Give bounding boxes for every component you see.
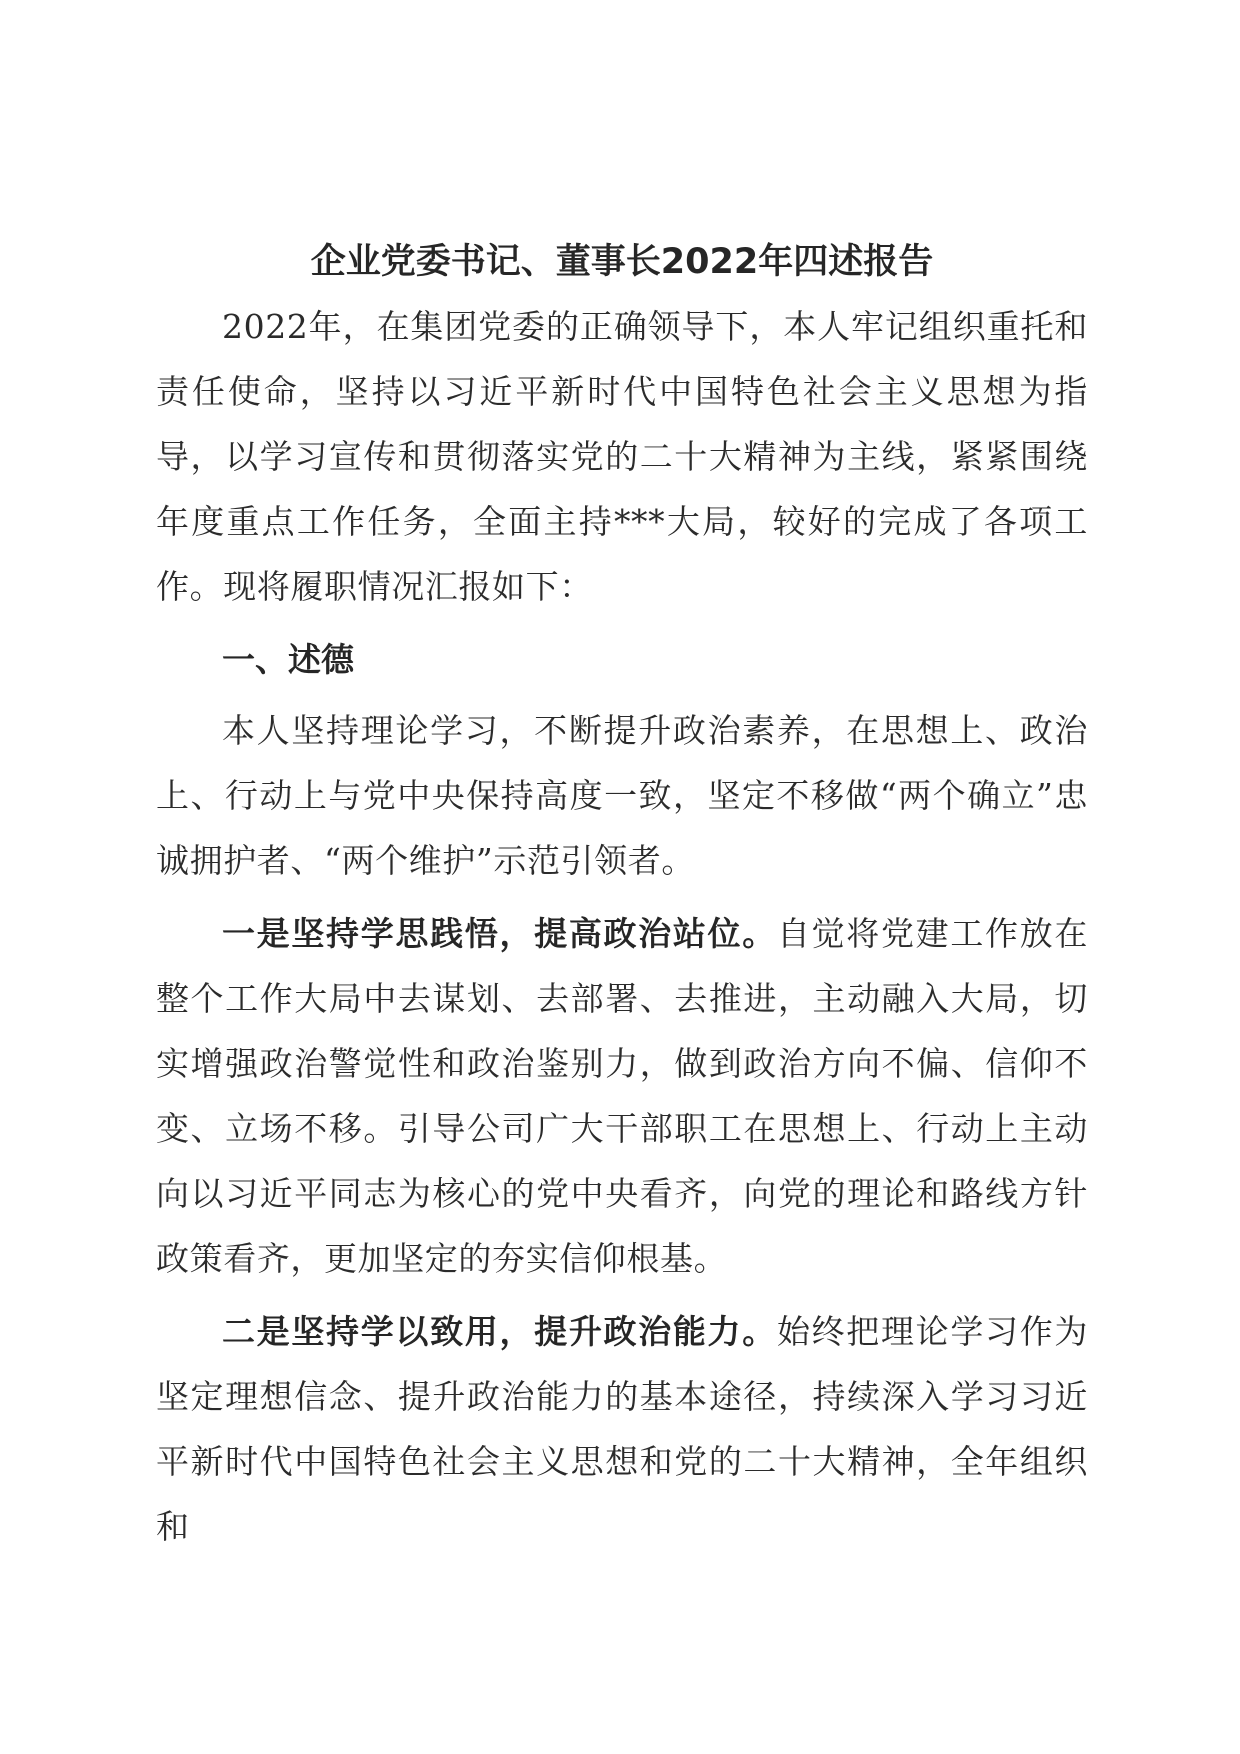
point-two-paragraph	[156, 1299, 1088, 1559]
document-title: 企业党委书记、董事长2022年四述报告	[310, 242, 934, 282]
point-two-lead: 二是坚持学以致用，提升政治能力。	[222, 1312, 777, 1351]
section-intro-paragraph: 本人坚持理论学习，不断提升政治素养，在思想上、政治上、行动上与党中央保持高度一致，坚定不移做“两个确立”忠诚拥护者、“两个维护”示范引领者。	[156, 711, 1088, 880]
point-one-paragraph	[156, 901, 1088, 1291]
point-one-text: 自觉将党建工作放在整个工作大局中去谋划、去部署、去推进，主动融入大局，切实增强政治警觉性和政治鉴别力，做到政治方向不偏、信仰不变、立场不移。引导公司广大干部职工在思想上、行动上主动向以习近平同志为核心的党中央看齐，向党的理论和路线方针政策看齐，更加坚定的夯实信仰根基。	[156, 914, 1088, 1278]
point-two-text: 始终把理论学习作为坚定理想信念、提升政治能力的基本途径，持续深入学习习近平新时代中国特色社会主义思想和党的二十大精神，全年组织和	[156, 1312, 1088, 1546]
intro-paragraph: 2022年，在集团党委的正确领导下，本人牢记组织重托和责任使命，坚持以习近平新时代中国特色社会主义思想为指导，以学习宣传和贯彻落实党的二十大精神为主线，紧紧围绕年度重点工作任务，全面主持***大局，较好的完成了各项工作。现将履职情况汇报如下：	[156, 307, 1088, 606]
document-body	[156, 236, 1088, 1559]
section-heading-shude: 一、述德	[222, 640, 354, 679]
point-one-lead: 一是坚持学思践悟，提高政治站位。	[222, 914, 777, 953]
